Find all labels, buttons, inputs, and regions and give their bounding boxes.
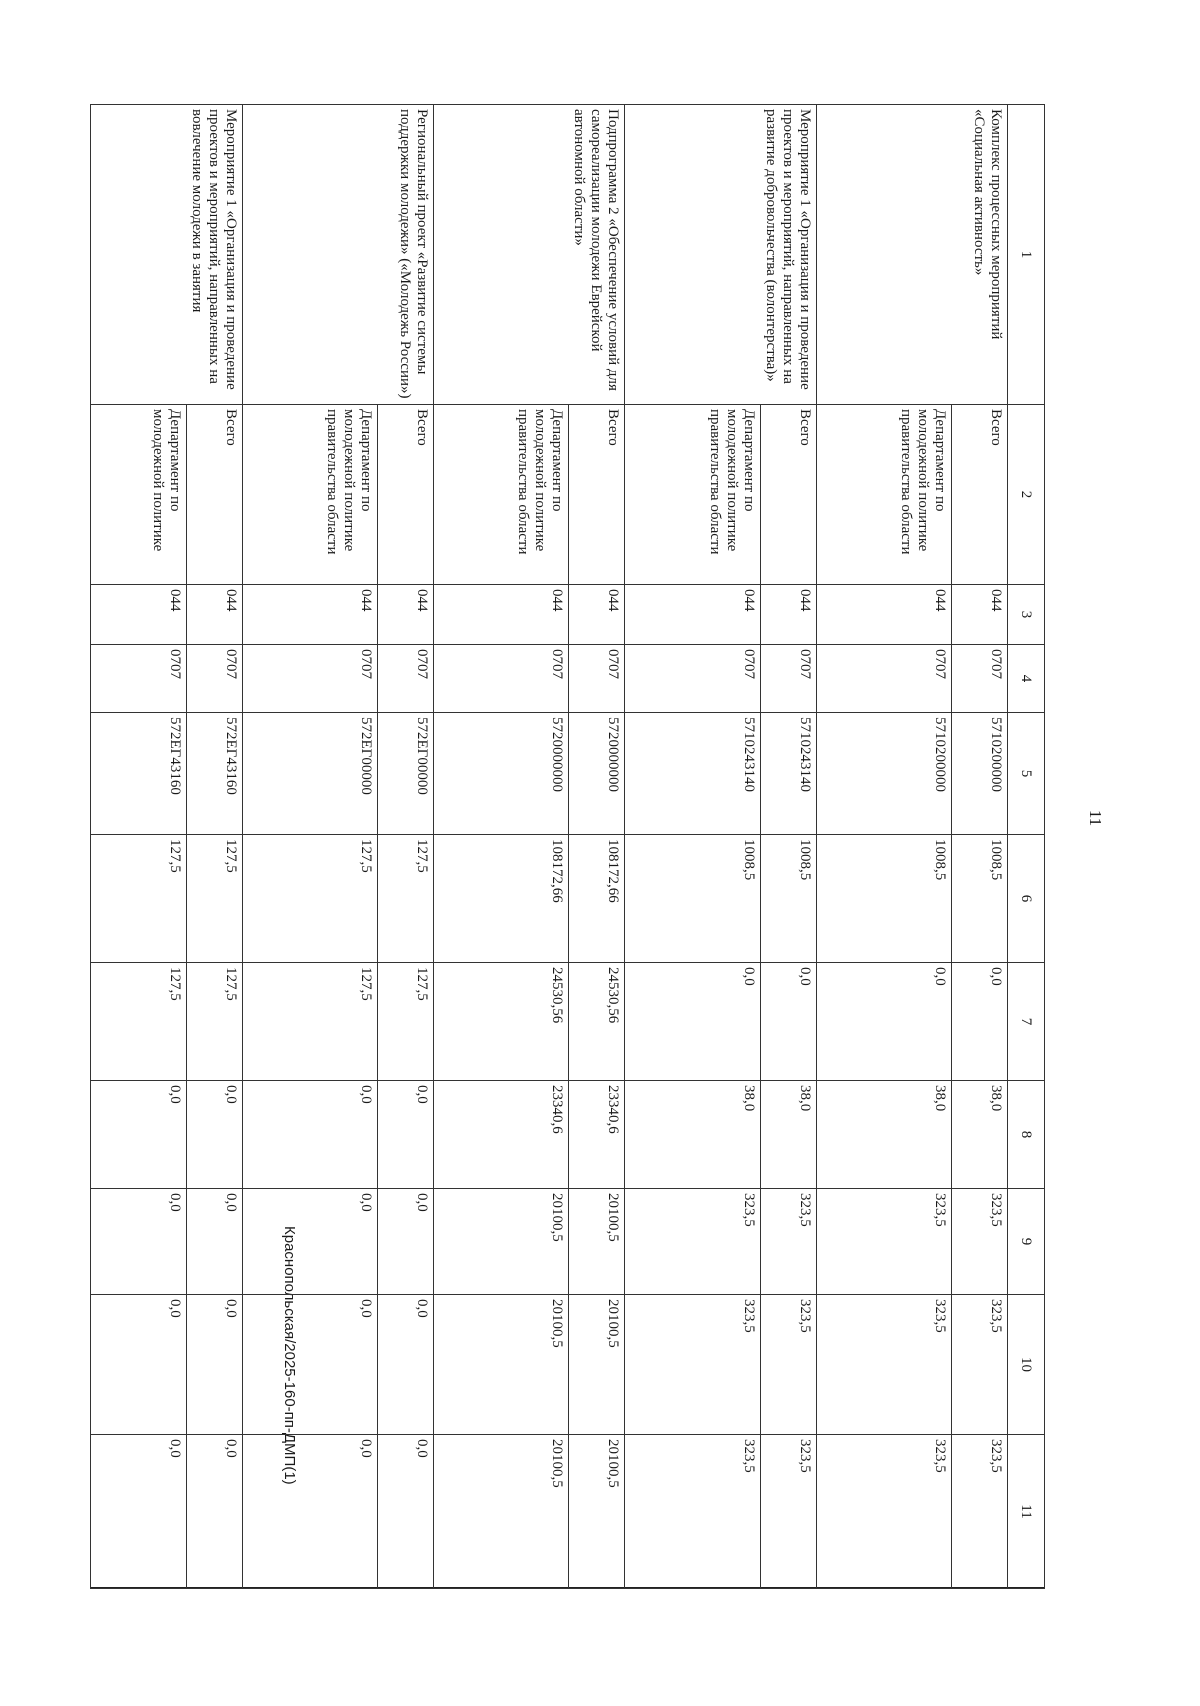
target-article-cell: 5710200000: [952, 713, 1008, 835]
executor-cell: Департамент по молодежной политике: [91, 405, 187, 585]
amount-cell: 323,5: [625, 1189, 760, 1295]
target-article-cell: 572ЕГ00000: [242, 713, 377, 835]
section-cell: 0707: [569, 645, 625, 713]
column-header: 6: [1008, 835, 1045, 963]
target-article-cell: 5720000000: [569, 713, 625, 835]
target-article-cell: 5710243140: [625, 713, 760, 835]
section-cell: 0707: [242, 645, 377, 713]
amount-cell: 323,5: [952, 1295, 1008, 1435]
target-article-cell: 5720000000: [434, 713, 569, 835]
amount-cell: 38,0: [625, 1081, 760, 1189]
program-name: Региональный проект «Развитие системы поддержки молодежи» («Молодежь России»): [242, 105, 433, 405]
section-cell: 0707: [186, 645, 242, 713]
amount-cell: 1008,5: [760, 835, 816, 963]
column-header: 10: [1008, 1295, 1045, 1435]
amount-cell: 127,5: [378, 963, 434, 1081]
table-row: [760, 105, 816, 1589]
target-article-cell: 5710243140: [760, 713, 816, 835]
page-number: 11: [1086, 809, 1105, 827]
amount-cell: 323,5: [952, 1435, 1008, 1589]
amount-cell: 0,0: [760, 963, 816, 1081]
amount-cell: 0,0: [186, 1435, 242, 1589]
code-cell: 044: [952, 585, 1008, 645]
amount-cell: 0,0: [242, 1435, 377, 1589]
target-article-cell: 572ЕГ00000: [378, 713, 434, 835]
section-cell: 0707: [625, 645, 760, 713]
amount-cell: 323,5: [816, 1189, 951, 1295]
amount-cell: 0,0: [242, 1189, 377, 1295]
program-name: Мероприятие 1 «Организация и проведение проектов и мероприятий, направленных на вовлечение молодежи в занятия: [91, 105, 243, 405]
amount-cell: 23340,6: [434, 1081, 569, 1189]
code-cell: 044: [242, 585, 377, 645]
amount-cell: 38,0: [816, 1081, 951, 1189]
column-header: 2: [1008, 405, 1045, 585]
code-cell: 044: [625, 585, 760, 645]
header-row: [1008, 105, 1045, 1589]
table-row: [378, 105, 434, 1589]
amount-cell: 323,5: [760, 1435, 816, 1589]
amount-cell: 0,0: [186, 1189, 242, 1295]
code-cell: 044: [91, 585, 187, 645]
amount-cell: 0,0: [91, 1435, 187, 1589]
program-name: Мероприятие 1 «Организация и проведение проектов и мероприятий, направленных на развитие добровольчества (волонтерства)»: [625, 105, 816, 405]
executor-cell: Всего: [569, 405, 625, 585]
amount-cell: 323,5: [952, 1189, 1008, 1295]
code-cell: 044: [760, 585, 816, 645]
target-article-cell: 572ЕГ43160: [91, 713, 187, 835]
executor-cell: Всего: [378, 405, 434, 585]
amount-cell: 1008,5: [816, 835, 951, 963]
amount-cell: 0,0: [816, 963, 951, 1081]
section-cell: 0707: [952, 645, 1008, 713]
column-header: 4: [1008, 645, 1045, 713]
amount-cell: 20100,5: [569, 1295, 625, 1435]
amount-cell: 0,0: [625, 963, 760, 1081]
code-cell: 044: [569, 585, 625, 645]
section-cell: 0707: [760, 645, 816, 713]
amount-cell: 127,5: [186, 963, 242, 1081]
document-footer-code: Краснопольская/2025-160-пп-ДМП(1): [281, 1226, 298, 1485]
amount-cell: 127,5: [378, 835, 434, 963]
amount-cell: 20100,5: [569, 1189, 625, 1295]
executor-cell: Департамент по молодежной политике правительства области: [434, 405, 569, 585]
amount-cell: 127,5: [91, 963, 187, 1081]
amount-cell: 0,0: [378, 1295, 434, 1435]
column-header: 5: [1008, 713, 1045, 835]
amount-cell: 23340,6: [569, 1081, 625, 1189]
section-cell: 0707: [816, 645, 951, 713]
executor-cell: Всего: [186, 405, 242, 585]
column-header: 1: [1008, 105, 1045, 405]
amount-cell: 38,0: [760, 1081, 816, 1189]
code-cell: 044: [816, 585, 951, 645]
amount-cell: 20100,5: [434, 1295, 569, 1435]
amount-cell: 127,5: [91, 835, 187, 963]
amount-cell: 127,5: [186, 835, 242, 963]
column-header: 11: [1008, 1435, 1045, 1589]
amount-cell: 0,0: [186, 1295, 242, 1435]
amount-cell: 24530,56: [434, 963, 569, 1081]
code-cell: 044: [378, 585, 434, 645]
column-header: 8: [1008, 1081, 1045, 1189]
target-article-cell: 572ЕГ43160: [186, 713, 242, 835]
amount-cell: 127,5: [242, 963, 377, 1081]
code-cell: 044: [186, 585, 242, 645]
amount-cell: 0,0: [242, 1295, 377, 1435]
amount-cell: 0,0: [378, 1189, 434, 1295]
column-header: 7: [1008, 963, 1045, 1081]
executor-cell: Всего: [760, 405, 816, 585]
executor-cell: Департамент по молодежной политике правительства области: [242, 405, 377, 585]
amount-cell: 38,0: [952, 1081, 1008, 1189]
amount-cell: 323,5: [760, 1295, 816, 1435]
table-row: [186, 105, 242, 1589]
amount-cell: 323,5: [760, 1189, 816, 1295]
amount-cell: 0,0: [91, 1081, 187, 1189]
amount-cell: 127,5: [242, 835, 377, 963]
program-name: Комплекс процессных мероприятий «Социальная активность»: [816, 105, 1007, 405]
amount-cell: 0,0: [186, 1081, 242, 1189]
amount-cell: 1008,5: [952, 835, 1008, 963]
table-row: [952, 105, 1008, 1589]
budget-table: [90, 104, 1045, 1588]
executor-cell: Департамент по молодежной политике правительства области: [625, 405, 760, 585]
amount-cell: 0,0: [378, 1081, 434, 1189]
amount-cell: 323,5: [816, 1295, 951, 1435]
column-header: 3: [1008, 585, 1045, 645]
amount-cell: 0,0: [242, 1081, 377, 1189]
section-cell: 0707: [434, 645, 569, 713]
amount-cell: 108172,66: [569, 835, 625, 963]
amount-cell: 20100,5: [434, 1189, 569, 1295]
target-article-cell: 5710200000: [816, 713, 951, 835]
amount-cell: 1008,5: [625, 835, 760, 963]
amount-cell: 323,5: [625, 1295, 760, 1435]
amount-cell: 0,0: [952, 963, 1008, 1081]
section-cell: 0707: [91, 645, 187, 713]
amount-cell: 323,5: [625, 1435, 760, 1589]
column-header: 9: [1008, 1189, 1045, 1295]
executor-cell: Всего: [952, 405, 1008, 585]
section-cell: 0707: [378, 645, 434, 713]
amount-cell: 108172,66: [434, 835, 569, 963]
table-row: [569, 105, 625, 1589]
amount-cell: 323,5: [816, 1435, 951, 1589]
amount-cell: 0,0: [91, 1295, 187, 1435]
amount-cell: 20100,5: [569, 1435, 625, 1589]
amount-cell: 0,0: [91, 1189, 187, 1295]
amount-cell: 0,0: [378, 1435, 434, 1589]
program-name: Подпрограмма 2 «Обеспечение условий для самореализации молодежи Еврейской автономной области»: [434, 105, 625, 405]
amount-cell: 20100,5: [434, 1435, 569, 1589]
executor-cell: Департамент по молодежной политике правительства области: [816, 405, 951, 585]
amount-cell: 24530,56: [569, 963, 625, 1081]
code-cell: 044: [434, 585, 569, 645]
